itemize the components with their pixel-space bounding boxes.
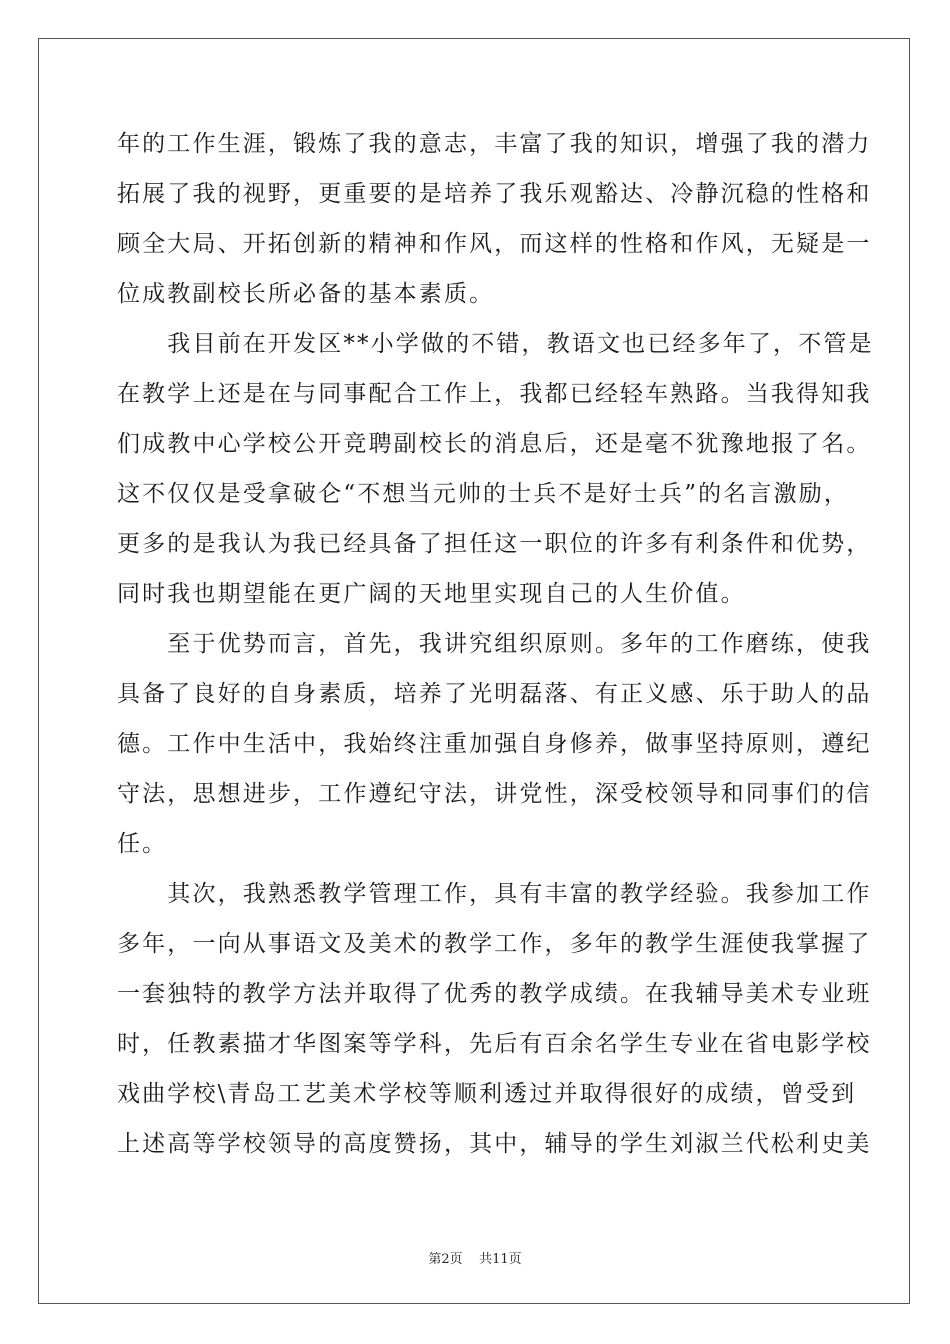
- text-line: 位成教副校长所必备的基本素质。: [117, 281, 495, 307]
- text-line: 在教学上还是在与同事配合工作上，我都已经轻车熟路。当我得知我: [117, 381, 872, 407]
- text-line: 们成教中心学校公开竞聘副校长的消息后，还是毫不犹豫地报了名。: [117, 431, 872, 457]
- text-line: 戏曲学校\青岛工艺美术学校等顺利透过并取得很好的成绩，曾受到: [117, 1081, 857, 1107]
- text-line: 守法，思想进步，工作遵纪守法，讲党性，深受校领导和同事们的信: [117, 781, 872, 807]
- text-line: 更多的是我认为我已经具备了担任这一职位的许多有利条件和优势，: [117, 531, 872, 557]
- text-line: 时，任教素描才华图案等学科，先后有百余名学生专业在省电影学校: [117, 1031, 872, 1057]
- text-line: 顾全大局、开拓创新的精神和作风，而这样的性格和作风，无疑是一: [117, 231, 872, 257]
- text-line: 年的工作生涯，锻炼了我的意志，丰富了我的知识，增强了我的潜力: [117, 131, 872, 157]
- page-number: 第2页: [428, 1252, 463, 1267]
- text-line: 一套独特的教学方法并取得了优秀的教学成绩。在我辅导美术专业班: [117, 981, 872, 1007]
- text-line: 拓展了我的视野，更重要的是培养了我乐观豁达、冷静沉稳的性格和: [117, 181, 872, 207]
- text-line: 其次，我熟悉教学管理工作，具有丰富的教学经验。我参加工作: [117, 881, 872, 907]
- text-line: 多年，一向从事语文及美术的教学工作，多年的教学生涯使我掌握了: [117, 931, 872, 957]
- page-total: 共11页: [479, 1252, 522, 1267]
- text-line: 同时我也期望能在更广阔的天地里实现自己的人生价值。: [117, 581, 746, 607]
- text-line: 这不仅仅是受拿破仑“不想当元帅的士兵不是好士兵”的名言激励，: [117, 481, 850, 507]
- text-line: 上述高等学校领导的高度赞扬，其中，辅导的学生刘淑兰代松利史美: [117, 1131, 872, 1157]
- text-line: 任。: [117, 831, 168, 857]
- page-footer: [0, 1248, 950, 1267]
- text-line: 我目前在开发区**小学做的不错，教语文也已经多年了，不管是: [117, 331, 874, 357]
- text-line: 至于优势而言，首先，我讲究组织原则。多年的工作磨练，使我: [117, 631, 872, 657]
- text-line: 德。工作中生活中，我始终注重加强自身修养，做事坚持原则，遵纪: [117, 731, 872, 757]
- text-line: 具备了良好的自身素质，培养了光明磊落、有正义感、乐于助人的品: [117, 681, 872, 707]
